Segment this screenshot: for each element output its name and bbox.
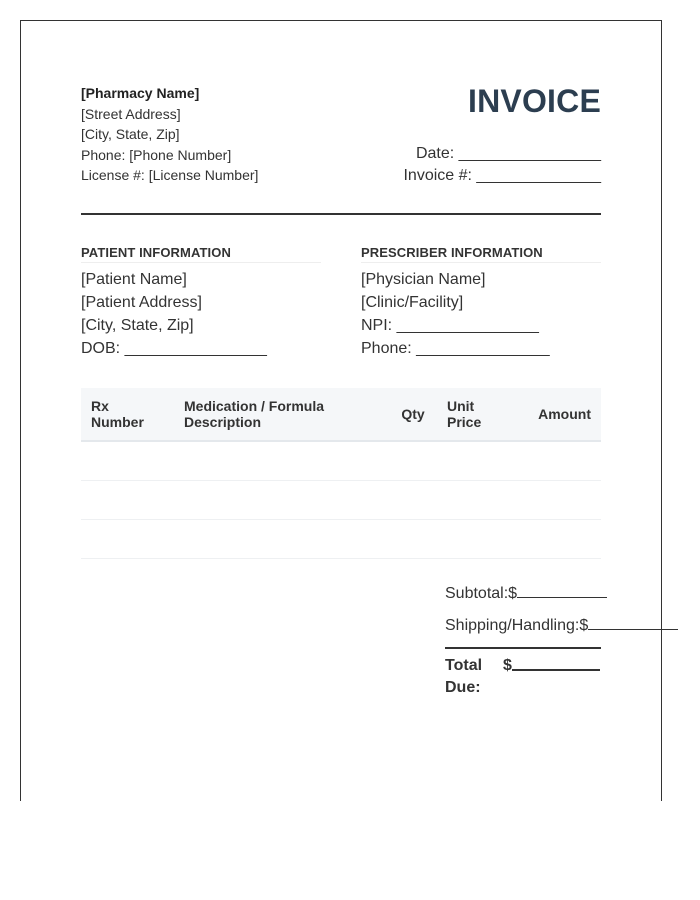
pharmacy-license: License #: [License Number] bbox=[81, 167, 259, 183]
pharmacy-city: [City, State, Zip] bbox=[81, 126, 180, 142]
column-qty: Qty bbox=[401, 406, 425, 422]
patient-name-field[interactable]: [Patient Name] bbox=[81, 271, 187, 288]
pharmacy-info bbox=[81, 83, 258, 186]
pharmacy-phone: Phone: [Phone Number] bbox=[81, 146, 232, 163]
totals-block bbox=[445, 583, 678, 699]
subtotal-line[interactable] bbox=[445, 583, 678, 603]
prescriber-phone-field[interactable]: Phone: _______________ bbox=[361, 340, 550, 357]
physician-name-field[interactable]: [Physician Name] bbox=[361, 271, 486, 288]
total-due-label: Total Due: bbox=[445, 657, 483, 696]
pharmacy-name: [Pharmacy Name] bbox=[81, 85, 200, 101]
invoice-page bbox=[20, 20, 662, 801]
prescriber-information bbox=[361, 245, 601, 360]
patient-heading: PATIENT INFORMATION bbox=[81, 245, 321, 263]
total-divider bbox=[445, 647, 601, 649]
column-medication: Medication / Formula Description bbox=[184, 398, 325, 430]
table-header bbox=[81, 388, 601, 442]
subtotal-label: Subtotal: bbox=[445, 585, 509, 602]
npi-field[interactable]: NPI: ________________ bbox=[361, 317, 539, 334]
clinic-field[interactable]: [Clinic/Facility] bbox=[361, 294, 464, 311]
invoice-meta bbox=[403, 143, 601, 187]
shipping-line[interactable] bbox=[445, 615, 678, 635]
pharmacy-street: [Street Address] bbox=[81, 105, 181, 122]
header-divider bbox=[81, 213, 601, 215]
shipping-currency: $ bbox=[579, 617, 589, 634]
invoice-title: INVOICE bbox=[468, 83, 601, 119]
patient-dob-field[interactable]: DOB: ________________ bbox=[81, 340, 267, 357]
shipping-blank[interactable] bbox=[588, 615, 678, 630]
patient-city-field[interactable]: [City, State, Zip] bbox=[81, 317, 194, 334]
column-amount: Amount bbox=[538, 406, 591, 422]
invoice-number-field[interactable]: Invoice #: ______________ bbox=[403, 167, 601, 184]
total-due-line[interactable] bbox=[445, 655, 678, 699]
column-unit-price: Unit Price bbox=[447, 398, 482, 430]
total-currency: $ bbox=[503, 657, 512, 674]
patient-address-field[interactable]: [Patient Address] bbox=[81, 294, 202, 311]
subtotal-blank[interactable] bbox=[517, 583, 607, 598]
prescriber-heading: PRESCRIBER INFORMATION bbox=[361, 245, 601, 263]
invoice-date-field[interactable]: Date: ________________ bbox=[415, 145, 601, 162]
table-row[interactable] bbox=[81, 481, 601, 520]
subtotal-currency: $ bbox=[508, 585, 518, 602]
medication-table bbox=[81, 388, 601, 559]
table-row[interactable] bbox=[81, 520, 601, 559]
total-due-blank[interactable] bbox=[512, 655, 600, 671]
shipping-label: Shipping/Handling: bbox=[445, 617, 580, 634]
column-rx-number: Rx Number bbox=[91, 398, 144, 430]
patient-information bbox=[81, 245, 321, 360]
table-row[interactable] bbox=[81, 442, 601, 481]
